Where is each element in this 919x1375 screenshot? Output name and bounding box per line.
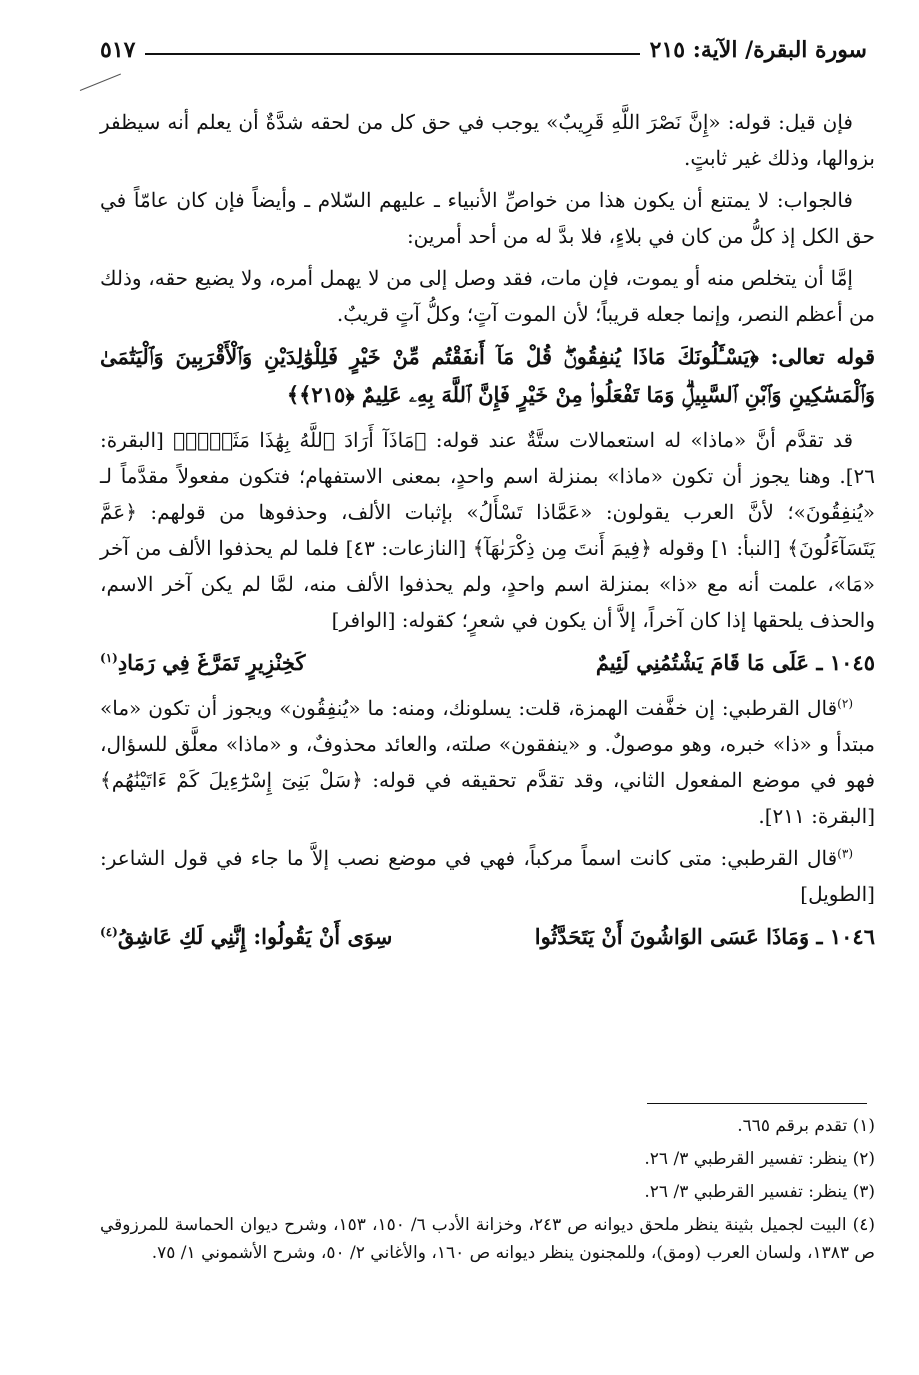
poem-1046-second-hemistich [100,918,392,956]
pencil-mark [80,74,121,91]
running-header [100,34,867,66]
header-rule [145,53,639,55]
paragraph-qurtubi-2-text: قال القرطبي: متى كانت اسماً مركباً، فهي في موضع نصب إلاَّ ما جاء في قول الشاعر: [الطويل] [100,846,875,906]
page-number: ٥١٧ [100,37,136,63]
footnote-4: (٤) البيت لجميل بثينة ينظر ملحق ديوانه ص ٢٤٣، وخزانة الأدب ٦/ ١٥٠، ١٥٣، وشرح ديوان الحماسة للمرزوقي ص ١٣٨٣، ولسان العرب (ومق)، وللمجنون ينظر ديوانه ص ١٦٠، والأغاني ٢/ ٥٠، وشرح الأشموني ١/ ٧٥. [100,1215,875,1263]
quran-verse: قوله تعالى: ﴿يَسْـَٔلُونَكَ مَاذَا يُنفِقُونَۖ قُلْ مَآ أَنفَقْتُم مِّنْ خَيْرٍ فَلِلْوَٰلِدَيْنِ وَٱلْأَقْرَبِينَ وَٱلْيَتَٰمَىٰ وَٱلْمَسَٰكِينِ وَٱبْنِ ٱلسَّبِيلِۗ وَمَا تَفْعَلُوا۟ مِنْ خَيْرٍ فَإِنَّ ٱللَّهَ بِهِۦ عَلِيمٌ ﴿٢١٥﴾﴾ [100,344,875,407]
poem-1046-first-hemistich: ١٠٤٦ ـ وَمَاذَا عَسَى الوَاشُونَ أَنْ يَتَحَدَّثُوا [534,924,875,949]
main-text [100,104,875,964]
header-surah-title: سورة البقرة/ الآية: ٢١٥ [649,37,867,63]
poem-1045-second-text: كَخِنْزِيرٍ تَمَرَّغَ فِي رَمَادِ [117,650,306,675]
footnote-3: (٣) ينظر: تفسير القرطبي ٣/ ٢٦. [644,1182,875,1202]
paragraph-answer: فالجواب: لا يمتنع أن يكون هذا من خواصِّ الأنبياء ـ عليهم السّلام ـ وأيضاً فإن كان عامّاً في حق الكل إذ كلُّ من كان في بلاءٍ، فلا بدَّ له من أحد أمرين: [100,188,875,248]
paragraph-qurtubi-2 [100,840,875,912]
footnote-separator [647,1103,867,1104]
footnote-ref-1: (١) [100,651,118,665]
poem-line-1045 [100,644,875,682]
poem-1046-second-text: سِوَى أَنْ يَقُولُوا: إِنَّنِي لَكِ عَاشِقُ [117,924,393,949]
paragraph-objection: فإن قيل: قوله: «إِنَّ نَصْرَ اللَّهِ قَرِيبٌ» يوجب في حق كل من لحقه شدَّةٌ أن يعلم أنه سيظفر بزوالها، وذلك غير ثابتٍ. [100,110,875,170]
paragraph-madha-usage: قد تقدَّم أنَّ «ماذا» له استعمالات ستَّةٌ عند قوله: ﴿مَاذَآ أَرَادَ ٱللَّهُ بِهَٰذَا مَثَلًاۘ﴾ [البقرة: ٢٦]. وهنا يجوز أن تكون «ماذا» بمنزلة اسم واحدٍ، بمعنى الاستفهام؛ فتكون مفعولاً مقدَّماً لـ «يُنفِقُونَ»؛ لأنَّ العرب يقولون: «عَمَّاذا تَسْأَلُ» بإثبات الألف، وحذفوها من قولهم: ﴿عَمَّ يَتَسَآءَلُونَ﴾ [النبأ: ١] وقوله ﴿فِيمَ أَنتَ مِن ذِكْرَىٰهَآ﴾ [النازعات: ٤٣] فلما لم يحذفوا الألف من آخر «مَا»، علمت أنه مع «ذا» بمنزلة اسم واحدٍ، ولم يحذفوا الألف منه، لمَّا لم يكن آخر الاسم، والحذف يلحقها إذا كان آخراً، إلاَّ أن يكون في شعرٍ؛ كقوله: [الوافر] [100,428,876,632]
poem-1045-first-hemistich: ١٠٤٥ ـ عَلَى مَا قَامَ يَشْتُمُنِي لَئِيمٌ [595,650,875,675]
footnotes [100,1112,875,1272]
footnote-ref-3: (٣) [837,846,853,861]
paragraph-two-matters: إمَّا أن يتخلص منه أو يموت، فإن مات، فقد وصل إلى من لا يهمل أمره، ولا يضيع حقه، وذلك من أعظم النصر، وإنما جعله قريباً؛ لأن الموت آتٍ؛ وكلُّ آتٍ قريبٌ. [100,266,875,326]
footnote-2: (٢) ينظر: تفسير القرطبي ٣/ ٢٦. [644,1149,875,1169]
paragraph-qurtubi-1 [100,690,875,834]
footnote-ref-2: (٢) [837,696,853,711]
poem-line-1046 [100,918,875,956]
paragraph-qurtubi-1-text: قال القرطبي: إن خفَّفت الهمزة، قلت: يسلونك، ومنه: ما «يُنفِقُون» ويجوز أن تكون «ما» مبتدأ و «ذا» خبره، وهو موصولٌ. و «ينفقون» صلته، والعائد محذوفٌ، و «ماذا» معلَّق للسؤال، فهو في موضع المفعول الثاني، وقد تقدَّم تحقيقه في قوله: ﴿سَلْ بَنِىٓ إِسْرَٰٓءِيلَ كَمْ ءَاتَيْنَٰهُم﴾ [البقرة: ٢١١]. [100,696,875,828]
footnote-ref-4: (٤) [100,925,118,939]
poem-1045-second-hemistich [100,644,305,682]
footnote-1: (١) تقدم برقم ٦٦٥. [737,1116,875,1136]
